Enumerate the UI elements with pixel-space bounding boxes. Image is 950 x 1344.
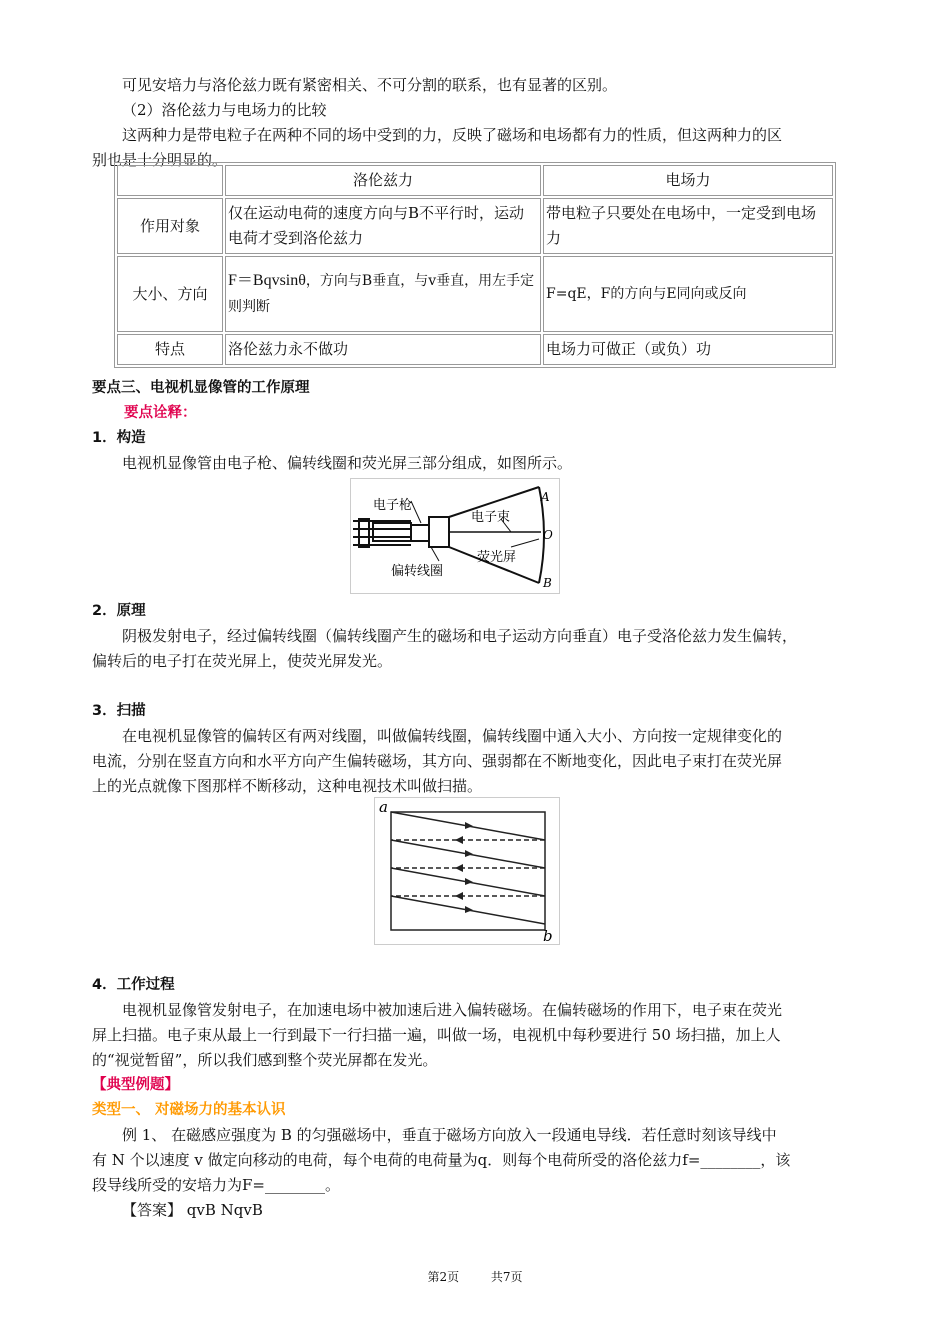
type1-title: 类型一、 对磁场力的基本认识: [92, 1102, 286, 1118]
table-row-label: 特点: [117, 334, 223, 365]
label-screen: 荧光屏: [477, 550, 517, 565]
structure-text: 电视机显像管由电子枪、偏转线圈和荧光屏三部分组成，如图所示。: [122, 454, 573, 472]
comparison-table: [114, 162, 836, 368]
table-cell: F=qE，F的方向与E同向或反向: [543, 256, 833, 332]
table-row: [117, 198, 833, 254]
table-corner-cell: [117, 165, 223, 196]
scan-end-label: b: [543, 927, 553, 945]
label-b: B: [543, 576, 552, 590]
table-cell: 仅在运动电荷的速度方向与B不平行时，运动电荷才受到洛伦兹力: [225, 198, 541, 254]
heading-principle: 2．原理: [92, 603, 146, 619]
principle-text-2: 偏转后的电子打在荧光屏上，使荧光屏发光。: [92, 652, 393, 670]
table-cell: 带电粒子只要处在电场中，一定受到电场力: [543, 198, 833, 254]
table-row: [117, 334, 833, 365]
table-cell: 电场力可做正（或负）功: [543, 334, 833, 365]
scan-text-3: 上的光点就像下图那样不断移动，这种电视技术叫做扫描。: [92, 777, 483, 795]
table-row-label: 作用对象: [117, 198, 223, 254]
label-a: A: [541, 490, 550, 504]
intro-line2: （2）洛伦兹力与电场力的比较: [122, 101, 327, 119]
label-o: O: [543, 528, 553, 542]
example1-answer: 【答案】 qvB NqvB: [122, 1201, 263, 1219]
table-cell: 洛伦兹力永不做功: [225, 334, 541, 365]
table-cell: [225, 256, 541, 332]
page-number: 第2页: [427, 1270, 460, 1284]
label-gun: 电子枪: [373, 498, 413, 513]
process-text-3: 的“视觉暂留”，所以我们感到整个荧光屏都在发光。: [92, 1051, 438, 1069]
section3-subtitle: 要点诠释：: [124, 405, 197, 421]
page-total: 共7页: [490, 1270, 523, 1284]
table-header-electric: 电场力: [543, 165, 833, 196]
table-row-label: 大小、方向: [117, 256, 223, 332]
label-coil: 偏转线圈: [391, 564, 444, 579]
label-beam: 电子束: [471, 510, 511, 525]
heading-process: 4．工作过程: [92, 977, 175, 993]
heading-structure: 1．构造: [92, 430, 146, 446]
scan-text-1: 在电视机显像管的偏转区有两对线圈，叫做偏转线圈，偏转线圈中通入大小、方向按一定规律变化的: [122, 727, 783, 745]
crt-structure-figure: [350, 478, 560, 594]
page-footer: [0, 1268, 950, 1285]
scan-pattern-figure: [374, 797, 560, 945]
intro-line1: 可见安培力与洛伦兹力既有紧密相关、不可分割的联系，也有显著的区别。: [122, 76, 618, 94]
example1-line1: 例 1、 在磁感应强度为 B 的匀强磁场中，垂直于磁场方向放入一段通电导线．若任意时刻该导线中: [122, 1126, 777, 1144]
example1-line2: 有 N 个以速度 v 做定向移动的电荷，每个电荷的电荷量为q．则每个电荷所受的洛伦兹力f=________，该: [92, 1151, 791, 1169]
table-row: [117, 256, 833, 332]
intro-line4: 别也是十分明显的。: [92, 151, 228, 169]
lorentz-direction-text: ，方向与B垂直，与v垂直，用左手定则判断: [228, 273, 535, 315]
heading-scan: 3．扫描: [92, 703, 146, 719]
intro-line3: 这两种力是带电粒子在两种不同的场中受到的力，反映了磁场和电场都有力的性质，但这两种力的区: [122, 126, 783, 144]
scan-text-2: 电流，分别在竖直方向和水平方向产生偏转磁场，其方向、强弱都在不断地变化，因此电子束打在荧光屏: [92, 752, 783, 770]
process-text-1: 电视机显像管发射电子，在加速电场中被加速后进入偏转磁场。在偏转磁场的作用下，电子束在荧光: [122, 1001, 783, 1019]
example1-line3: 段导线所受的安培力为F=________。: [92, 1176, 340, 1194]
table-header-lorentz: 洛伦兹力: [225, 165, 541, 196]
table-header-row: [117, 165, 833, 196]
scan-start-label: a: [379, 798, 388, 816]
examples-title: 【典型例题】: [92, 1077, 179, 1093]
lorentz-formula: F＝Bqvsinθ: [228, 272, 306, 289]
process-text-2: 屏上扫描。电子束从最上一行到最下一行扫描一遍，叫做一场，电视机中每秒要进行 50 场扫描，加上人: [92, 1026, 781, 1044]
section3-title: 要点三、电视机显像管的工作原理: [92, 380, 310, 396]
principle-text-1: 阴极发射电子，经过偏转线圈（偏转线圈产生的磁场和电子运动方向垂直）电子受洛伦兹力发生偏转，: [122, 627, 798, 645]
